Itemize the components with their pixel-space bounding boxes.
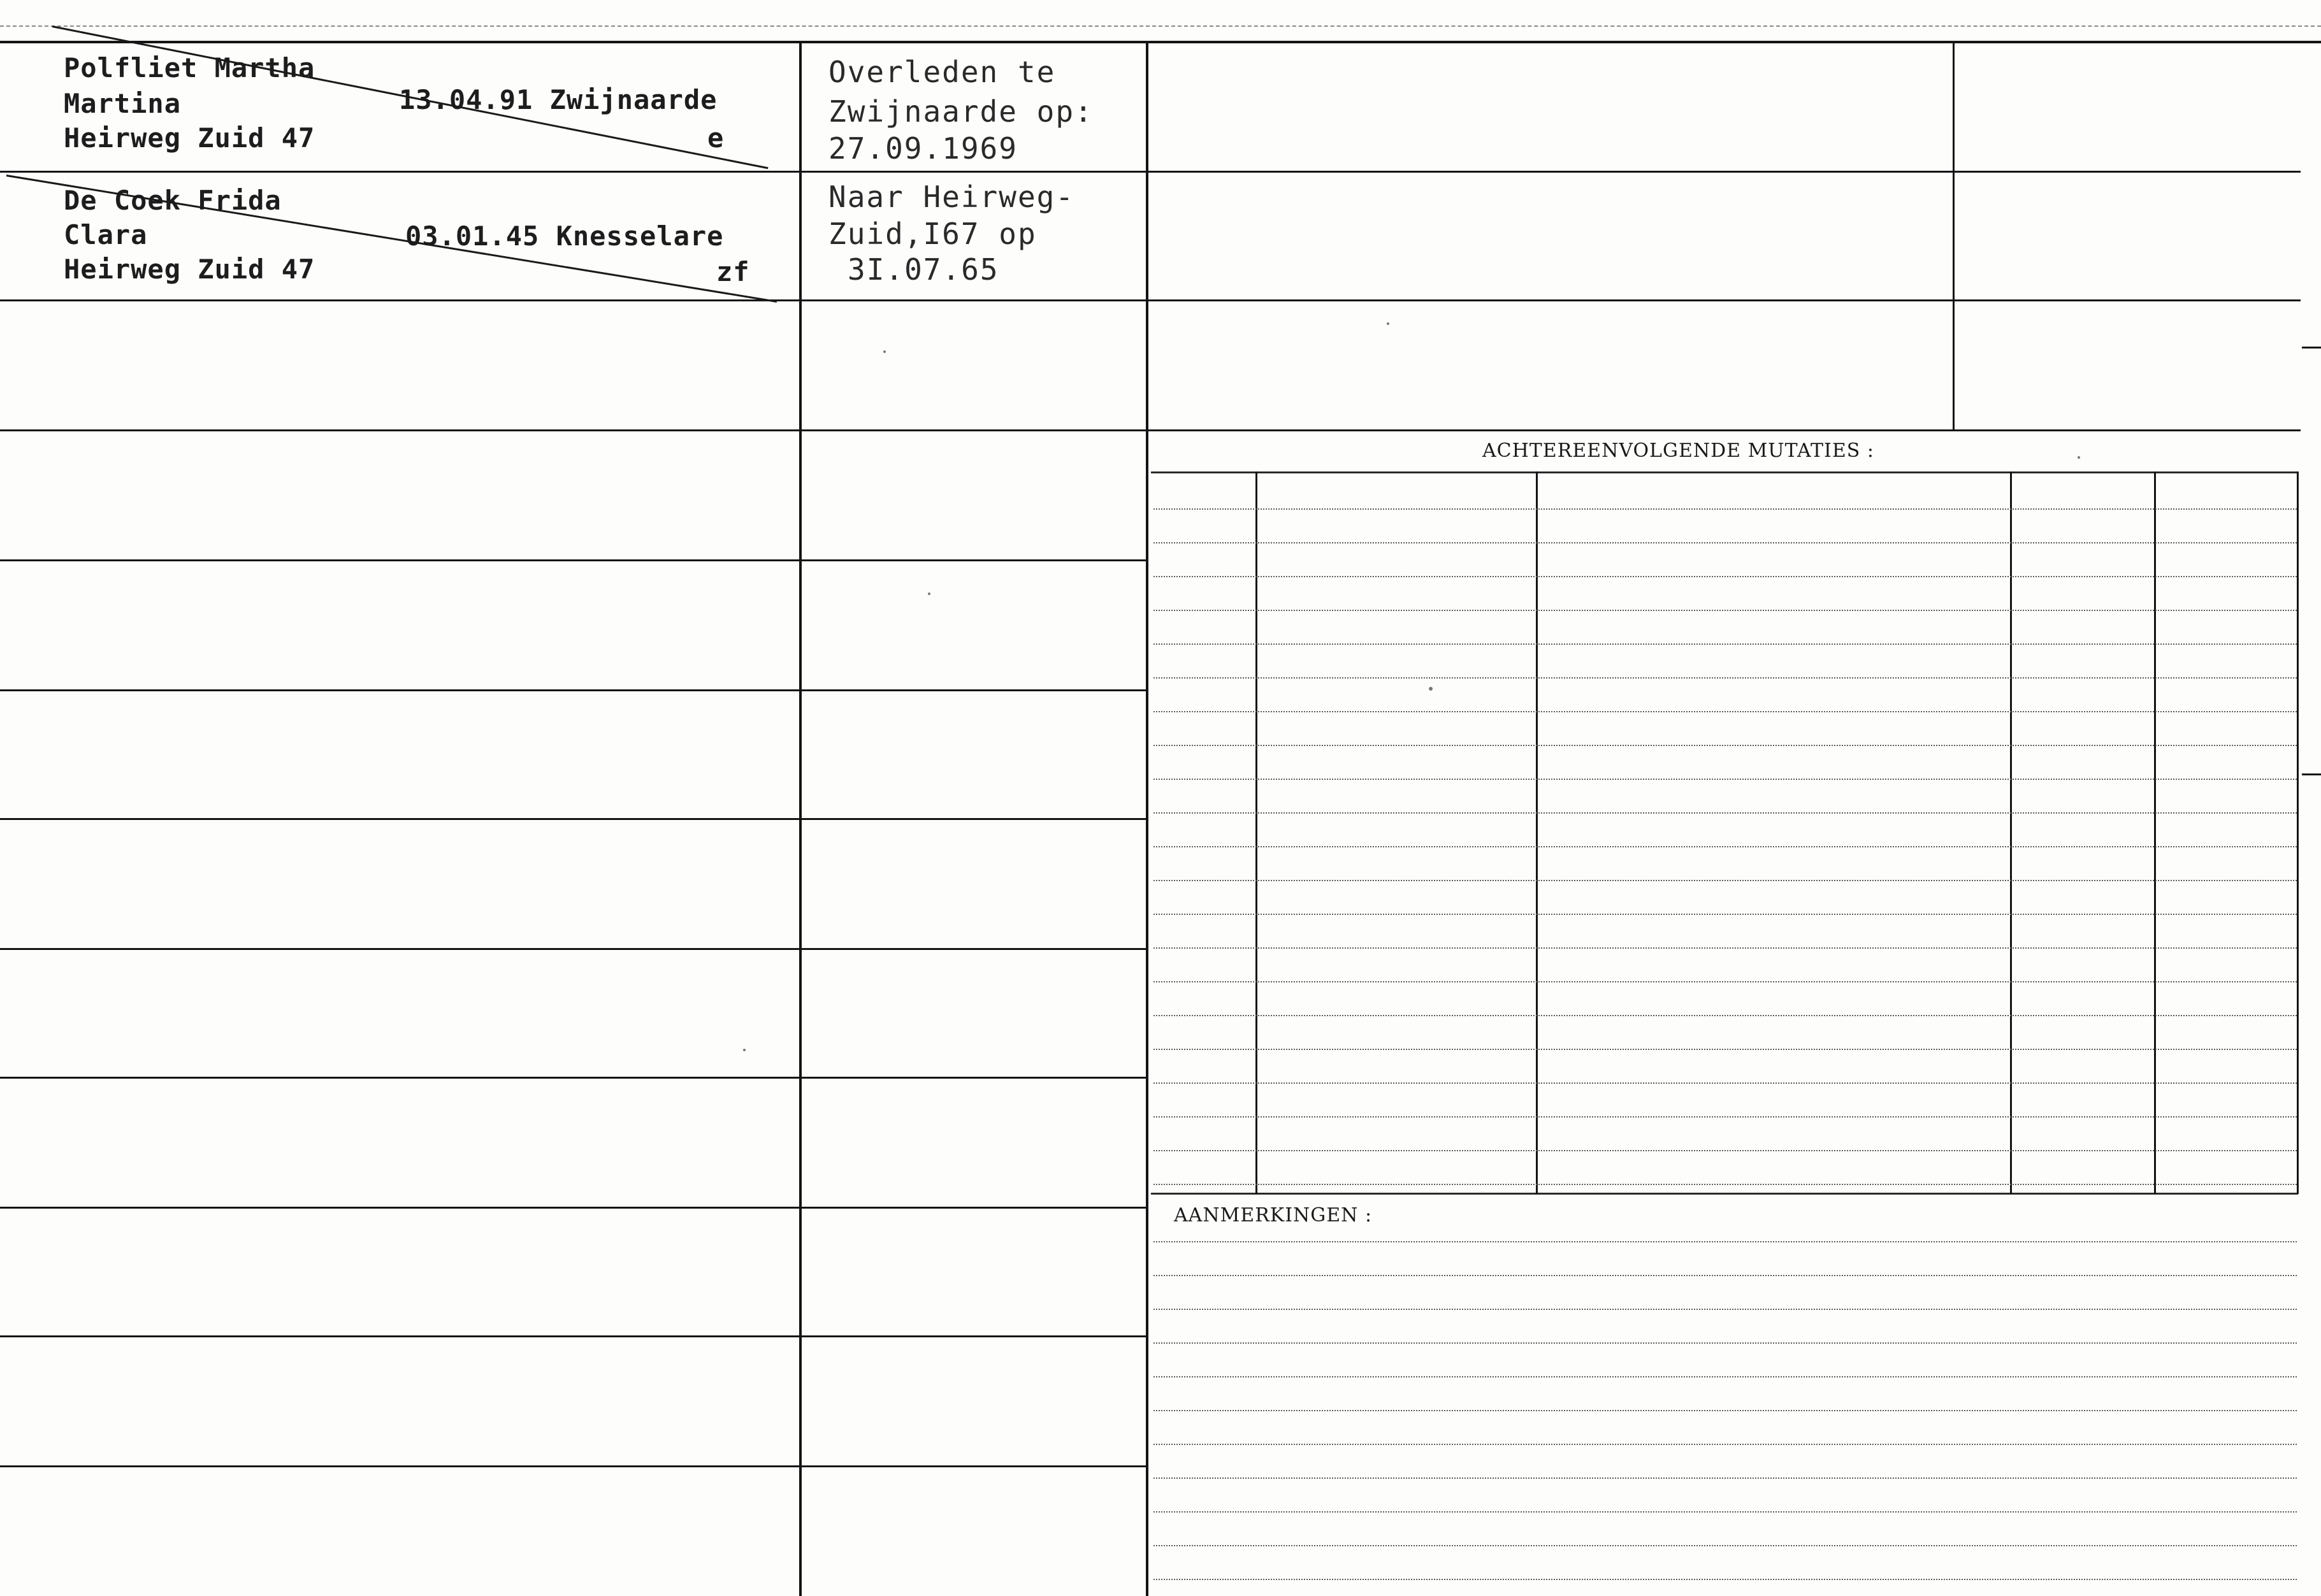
record-address: Heirweg Zuid 47 <box>64 254 315 285</box>
row-line-9 <box>0 1207 1147 1209</box>
record-name-line2: Clara <box>64 219 148 250</box>
ruled-line <box>1153 677 2297 679</box>
mutations-table-bottom <box>1151 1193 2298 1195</box>
record-relation: e <box>707 122 725 154</box>
record-note-line2: Zwijnaarde op: <box>828 94 1094 129</box>
ruled-line <box>1153 711 2297 712</box>
row-line-4 <box>0 559 1147 561</box>
row-line-7 <box>0 948 1147 950</box>
record-name-line1: Polfliet Martha <box>64 52 315 83</box>
mutations-col-4 <box>2154 471 2156 1194</box>
ruled-line <box>1153 846 2297 847</box>
mutations-col-2 <box>1536 471 1538 1194</box>
ruled-line <box>1153 1410 2297 1411</box>
edge-tick <box>2302 347 2321 349</box>
ruled-line <box>1153 1150 2297 1151</box>
ruled-line <box>1153 508 2297 510</box>
ruled-line <box>1153 745 2297 746</box>
record-note-line2: Zuid,I67 op <box>828 217 1037 251</box>
ruled-line <box>1153 643 2297 645</box>
record-birth: 13.04.91 Zwijnaarde <box>399 84 718 115</box>
ruled-line <box>1153 1579 2297 1580</box>
row-line-11 <box>0 1465 1147 1467</box>
mutations-table-top <box>1151 471 2298 473</box>
row-line-2 <box>0 299 2301 301</box>
record-note-line3: 3I.07.65 <box>848 252 999 287</box>
ruled-line <box>1153 981 2297 982</box>
scan-speck <box>2078 456 2080 459</box>
ruled-line <box>1153 779 2297 780</box>
mutations-col-5 <box>2297 471 2299 1194</box>
ruled-line <box>1153 1309 2297 1310</box>
mutations-col-1 <box>1255 471 1257 1194</box>
mutations-col-3 <box>2010 471 2012 1194</box>
ruled-line <box>1153 1116 2297 1118</box>
scan-speck <box>1387 322 1389 325</box>
scan-speck <box>883 350 886 353</box>
scan-speck <box>743 1049 746 1051</box>
record-name-line2: Martina <box>64 88 182 119</box>
ruled-line <box>1153 812 2297 814</box>
mutations-heading: ACHTEREENVOLGENDE MUTATIES : <box>1482 440 1874 462</box>
row-line-8 <box>0 1077 1147 1079</box>
ruled-line <box>1153 1082 2297 1084</box>
record-name-line1: De Coek Frida <box>64 185 282 216</box>
ruled-line <box>1153 1275 2297 1276</box>
ruled-line <box>1153 576 2297 577</box>
ruled-line <box>1153 1511 2297 1513</box>
ruled-line <box>1153 1477 2297 1479</box>
record-note-line3: 27.09.1969 <box>828 131 1018 166</box>
record-note-line1: Naar Heirweg- <box>828 180 1075 214</box>
ruled-line <box>1153 542 2297 543</box>
row-line-10 <box>0 1335 1147 1337</box>
ruled-line <box>1153 1342 2297 1344</box>
row-line-5 <box>0 689 1147 691</box>
ruled-line <box>1153 1376 2297 1377</box>
ruled-line <box>1153 1049 2297 1050</box>
edge-tick <box>2302 773 2321 775</box>
ruled-line <box>1153 1545 2297 1546</box>
ruled-line <box>1153 1241 2297 1242</box>
top-dashed-edge <box>0 25 2321 27</box>
ruled-line <box>1153 947 2297 949</box>
scan-speck <box>1429 687 1433 691</box>
ruled-line <box>1153 914 2297 915</box>
record-note-line1: Overleden te <box>828 55 1056 89</box>
record-relation: zf <box>716 256 750 287</box>
ruled-line <box>1153 1184 2297 1185</box>
ruled-line <box>1153 880 2297 881</box>
ruled-line <box>1153 610 2297 611</box>
ruled-line <box>1153 1015 2297 1016</box>
row-line-3 <box>0 429 2301 431</box>
column-divider-3 <box>1953 41 1955 429</box>
ruled-line <box>1153 1444 2297 1445</box>
record-birth: 03.01.45 Knesselare <box>405 220 724 252</box>
top-border <box>0 41 2321 43</box>
row-line-1 <box>0 171 2301 173</box>
scan-speck <box>928 593 930 595</box>
record-address: Heirweg Zuid 47 <box>64 122 315 154</box>
row-line-6 <box>0 818 1147 820</box>
remarks-heading: AANMERKINGEN : <box>1174 1204 1373 1226</box>
